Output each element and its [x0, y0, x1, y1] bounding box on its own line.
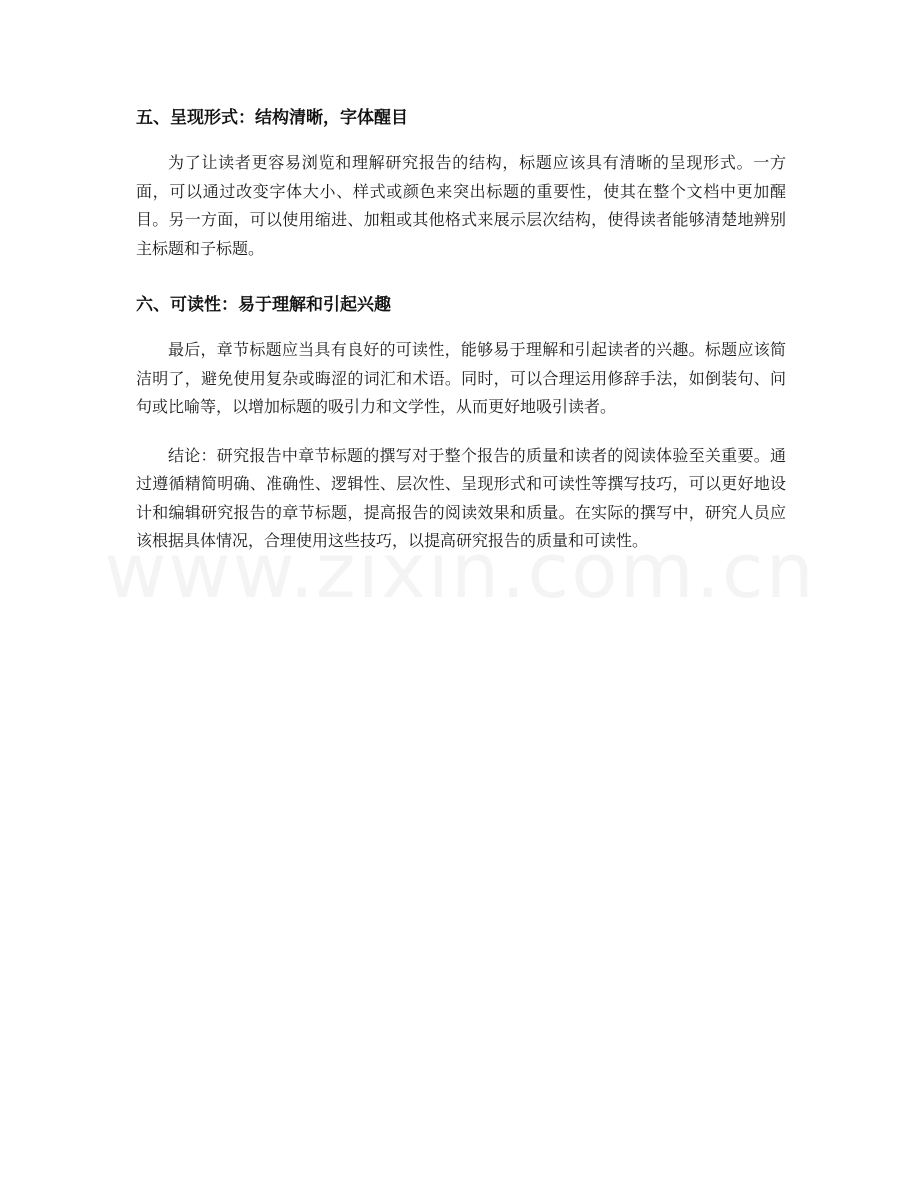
document-body	[136, 104, 786, 556]
section-heading: 六、可读性：易于理解和引起兴趣	[136, 295, 391, 315]
section-6	[136, 291, 786, 422]
conclusion-paragraph: 结论：研究报告中章节标题的撰写对于整个报告的质量和读者的阅读体验至关重要。通过遵循精简明确、准确性、逻辑性、层次性、呈现形式和可读性等撰写技巧，可以更好地设计和编辑研究报告的章节标题，提高报告的阅读效果和质量。在实际的撰写中，研究人员应该根据具体情况，合理使用这些技巧，以提高研究报告的质量和可读性。	[136, 445, 786, 550]
section-paragraph: 最后，章节标题应当具有良好的可读性，能够易于理解和引起读者的兴趣。标题应该简洁明了，避免使用复杂或晦涩的词汇和术语。同时，可以合理运用修辞手法，如倒装句、问句或比喻等，以增加标题的吸引力和文学性，从而更好地吸引读者。	[136, 340, 786, 416]
section-5	[136, 104, 786, 263]
section-paragraph: 为了让读者更容易浏览和理解研究报告的结构，标题应该具有清晰的呈现形式。一方面，可以通过改变字体大小、样式或颜色来突出标题的重要性，使其在整个文档中更加醒目。另一方面，可以使用缩进、加粗或其他格式来展示层次结构，使得读者能够清楚地辨别主标题和子标题。	[136, 153, 786, 258]
section-heading: 五、呈现形式：结构清晰，字体醒目	[136, 108, 408, 128]
